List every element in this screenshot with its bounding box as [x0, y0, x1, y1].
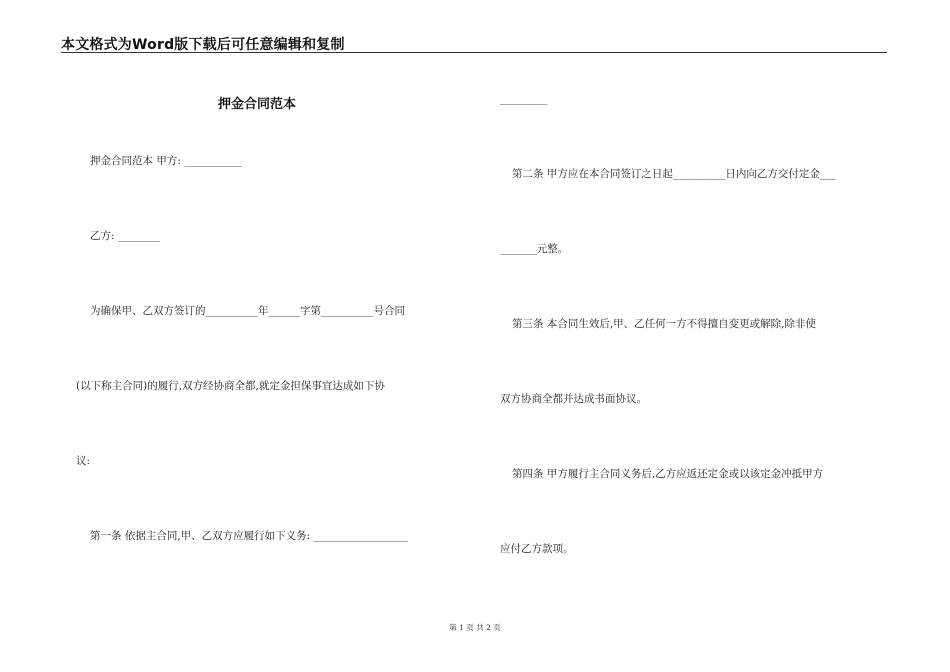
paragraph-line: 第四条 甲方履行主合同义务后,乙方应返还定金或以该定金冲抵甲方: [512, 468, 824, 480]
page-number: 第 1 页 共 2 页: [449, 623, 501, 632]
paragraph-line: _______元整。: [500, 243, 569, 255]
paragraph-line: 为确保甲、乙双方签订的__________年______字第__________号合同: [90, 305, 405, 317]
paragraph-line: 议:: [76, 455, 91, 467]
paragraph-line: 第三条 本合同生效后,甲、乙任何一方不得擅自变更或解除,除非使: [512, 318, 817, 330]
paragraph-line: (以下称主合同)的履行,双方经协商全都,就定金担保事宜达成如下协: [76, 380, 385, 392]
header-divider: [61, 52, 887, 53]
paragraph-line: 押金合同范本 甲方: ___________: [90, 155, 242, 167]
paragraph-line: 第一条 依据主合同,甲、乙双方应履行如下义务: __________________: [90, 530, 409, 542]
document-title: 押金合同范本: [218, 97, 297, 112]
paragraph-line: 双方协商全都并达成书面协议。: [500, 393, 647, 405]
download-banner: 本文格式为Word版下载后可任意编辑和复制: [61, 37, 345, 53]
paragraph-line: 乙方: ________: [90, 230, 160, 242]
paragraph-line: _________: [500, 93, 548, 105]
paragraph-line: 第二条 甲方应在本合同签订之日起__________日内向乙方交付定金___: [512, 168, 836, 180]
paragraph-line: 应付乙方款项。: [500, 543, 574, 555]
